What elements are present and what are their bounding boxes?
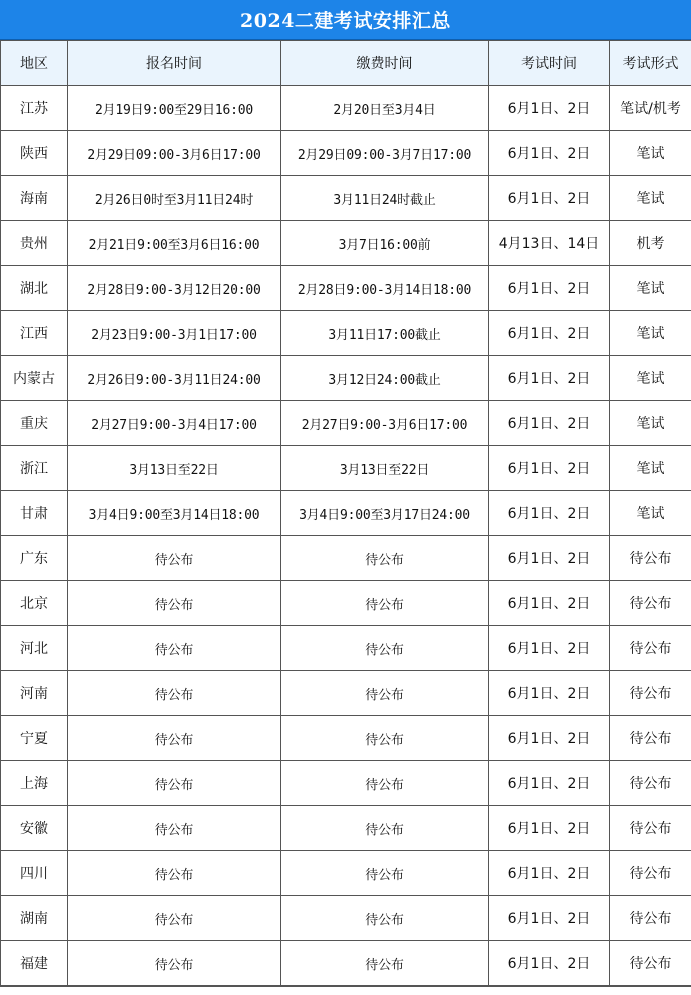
table-row bbox=[1, 671, 691, 716]
cell-region: 陕西 bbox=[1, 131, 68, 176]
cell-exam-time: 6月1日、2日 bbox=[489, 401, 610, 446]
cell-exam-format: 笔试 bbox=[610, 356, 691, 401]
cell-registration-time: 2月23日9:00-3月1日17:00 bbox=[68, 311, 281, 356]
cell-exam-time: 6月1日、2日 bbox=[489, 446, 610, 491]
cell-exam-time: 6月1日、2日 bbox=[489, 536, 610, 581]
cell-payment-time: 2月29日09:00-3月7日17:00 bbox=[281, 131, 489, 176]
cell-payment-time: 3月4日9:00至3月17日24:00 bbox=[281, 491, 489, 536]
cell-registration-time: 待公布 bbox=[68, 716, 281, 761]
cell-payment-time: 3月11日24时截止 bbox=[281, 176, 489, 221]
cell-registration-time: 待公布 bbox=[68, 761, 281, 806]
cell-payment-time: 2月28日9:00-3月14日18:00 bbox=[281, 266, 489, 311]
cell-payment-time: 3月13日至22日 bbox=[281, 446, 489, 491]
cell-exam-time: 6月1日、2日 bbox=[489, 896, 610, 941]
cell-exam-format: 笔试 bbox=[610, 311, 691, 356]
table-row bbox=[1, 131, 691, 176]
cell-region: 河南 bbox=[1, 671, 68, 716]
cell-exam-time: 6月1日、2日 bbox=[489, 131, 610, 176]
table-row bbox=[1, 896, 691, 941]
cell-exam-format: 待公布 bbox=[610, 536, 691, 581]
cell-exam-format: 待公布 bbox=[610, 581, 691, 626]
cell-registration-time: 待公布 bbox=[68, 536, 281, 581]
cell-registration-time: 2月27日9:00-3月4日17:00 bbox=[68, 401, 281, 446]
schedule-table bbox=[0, 40, 691, 986]
cell-region: 北京 bbox=[1, 581, 68, 626]
cell-payment-time: 待公布 bbox=[281, 536, 489, 581]
cell-registration-time: 2月21日9:00至3月6日16:00 bbox=[68, 221, 281, 266]
cell-exam-time: 6月1日、2日 bbox=[489, 761, 610, 806]
cell-registration-time: 待公布 bbox=[68, 851, 281, 896]
cell-exam-format: 待公布 bbox=[610, 761, 691, 806]
table-row bbox=[1, 221, 691, 266]
cell-region: 内蒙古 bbox=[1, 356, 68, 401]
cell-region: 重庆 bbox=[1, 401, 68, 446]
cell-exam-time: 6月1日、2日 bbox=[489, 806, 610, 851]
table-bottom-edge bbox=[0, 986, 691, 995]
table-header-row bbox=[1, 41, 691, 86]
cell-registration-time: 待公布 bbox=[68, 581, 281, 626]
cell-payment-time: 待公布 bbox=[281, 896, 489, 941]
cell-exam-format: 笔试 bbox=[610, 491, 691, 536]
cell-payment-time: 待公布 bbox=[281, 671, 489, 716]
table-row bbox=[1, 446, 691, 491]
cell-exam-format: 笔试 bbox=[610, 446, 691, 491]
page-title: 2024二建考试安排汇总 bbox=[0, 0, 691, 40]
header-registration-time: 报名时间 bbox=[68, 41, 281, 86]
cell-region: 宁夏 bbox=[1, 716, 68, 761]
cell-exam-time: 6月1日、2日 bbox=[489, 581, 610, 626]
table-row bbox=[1, 851, 691, 896]
cell-registration-time: 2月19日9:00至29日16:00 bbox=[68, 86, 281, 131]
cell-region: 湖南 bbox=[1, 896, 68, 941]
cell-region: 安徽 bbox=[1, 806, 68, 851]
cell-payment-time: 待公布 bbox=[281, 716, 489, 761]
cell-registration-time: 2月26日0时至3月11日24时 bbox=[68, 176, 281, 221]
cell-exam-format: 笔试/机考 bbox=[610, 86, 691, 131]
table-row bbox=[1, 356, 691, 401]
cell-registration-time: 2月28日9:00-3月12日20:00 bbox=[68, 266, 281, 311]
cell-payment-time: 待公布 bbox=[281, 851, 489, 896]
cell-registration-time: 待公布 bbox=[68, 626, 281, 671]
cell-region: 广东 bbox=[1, 536, 68, 581]
cell-exam-time: 6月1日、2日 bbox=[489, 671, 610, 716]
cell-exam-time: 6月1日、2日 bbox=[489, 176, 610, 221]
cell-registration-time: 3月4日9:00至3月14日18:00 bbox=[68, 491, 281, 536]
cell-registration-time: 3月13日至22日 bbox=[68, 446, 281, 491]
cell-exam-time: 4月13日、14日 bbox=[489, 221, 610, 266]
cell-region: 海南 bbox=[1, 176, 68, 221]
cell-exam-format: 待公布 bbox=[610, 626, 691, 671]
table-row bbox=[1, 491, 691, 536]
cell-payment-time: 待公布 bbox=[281, 806, 489, 851]
header-exam-time: 考试时间 bbox=[489, 41, 610, 86]
cell-region: 江苏 bbox=[1, 86, 68, 131]
cell-payment-time: 待公布 bbox=[281, 581, 489, 626]
cell-exam-format: 机考 bbox=[610, 221, 691, 266]
table-row bbox=[1, 716, 691, 761]
cell-payment-time: 3月11日17:00截止 bbox=[281, 311, 489, 356]
table-body bbox=[1, 86, 691, 986]
cell-region: 浙江 bbox=[1, 446, 68, 491]
cell-exam-time: 6月1日、2日 bbox=[489, 851, 610, 896]
cell-region: 四川 bbox=[1, 851, 68, 896]
cell-exam-time: 6月1日、2日 bbox=[489, 356, 610, 401]
table-row bbox=[1, 626, 691, 671]
table-row bbox=[1, 761, 691, 806]
cell-payment-time: 3月12日24:00截止 bbox=[281, 356, 489, 401]
cell-payment-time: 2月20日至3月4日 bbox=[281, 86, 489, 131]
cell-exam-format: 笔试 bbox=[610, 401, 691, 446]
cell-exam-time: 6月1日、2日 bbox=[489, 266, 610, 311]
cell-exam-format: 待公布 bbox=[610, 851, 691, 896]
cell-exam-format: 笔试 bbox=[610, 131, 691, 176]
cell-exam-format: 笔试 bbox=[610, 176, 691, 221]
cell-exam-format: 待公布 bbox=[610, 671, 691, 716]
cell-payment-time: 2月27日9:00-3月6日17:00 bbox=[281, 401, 489, 446]
table-row bbox=[1, 311, 691, 356]
cell-payment-time: 待公布 bbox=[281, 941, 489, 986]
header-payment-time: 缴费时间 bbox=[281, 41, 489, 86]
cell-region: 贵州 bbox=[1, 221, 68, 266]
cell-registration-time: 2月26日9:00-3月11日24:00 bbox=[68, 356, 281, 401]
header-region: 地区 bbox=[1, 41, 68, 86]
table-row bbox=[1, 86, 691, 131]
table-row bbox=[1, 941, 691, 986]
cell-region: 甘肃 bbox=[1, 491, 68, 536]
header-exam-format: 考试形式 bbox=[610, 41, 691, 86]
cell-exam-time: 6月1日、2日 bbox=[489, 311, 610, 356]
cell-region: 河北 bbox=[1, 626, 68, 671]
cell-exam-format: 笔试 bbox=[610, 266, 691, 311]
cell-registration-time: 2月29日09:00-3月6日17:00 bbox=[68, 131, 281, 176]
cell-exam-time: 6月1日、2日 bbox=[489, 491, 610, 536]
cell-region: 福建 bbox=[1, 941, 68, 986]
table-row bbox=[1, 806, 691, 851]
cell-registration-time: 待公布 bbox=[68, 896, 281, 941]
table-row bbox=[1, 536, 691, 581]
cell-payment-time: 待公布 bbox=[281, 626, 489, 671]
table-row bbox=[1, 401, 691, 446]
table-row bbox=[1, 176, 691, 221]
cell-exam-time: 6月1日、2日 bbox=[489, 941, 610, 986]
cell-registration-time: 待公布 bbox=[68, 671, 281, 716]
cell-exam-time: 6月1日、2日 bbox=[489, 86, 610, 131]
cell-exam-time: 6月1日、2日 bbox=[489, 626, 610, 671]
cell-region: 上海 bbox=[1, 761, 68, 806]
cell-exam-time: 6月1日、2日 bbox=[489, 716, 610, 761]
cell-payment-time: 待公布 bbox=[281, 761, 489, 806]
cell-registration-time: 待公布 bbox=[68, 941, 281, 986]
table-row bbox=[1, 581, 691, 626]
cell-exam-format: 待公布 bbox=[610, 896, 691, 941]
cell-exam-format: 待公布 bbox=[610, 941, 691, 986]
cell-region: 江西 bbox=[1, 311, 68, 356]
cell-exam-format: 待公布 bbox=[610, 716, 691, 761]
cell-region: 湖北 bbox=[1, 266, 68, 311]
cell-exam-format: 待公布 bbox=[610, 806, 691, 851]
table-row bbox=[1, 266, 691, 311]
cell-registration-time: 待公布 bbox=[68, 806, 281, 851]
cell-payment-time: 3月7日16:00前 bbox=[281, 221, 489, 266]
